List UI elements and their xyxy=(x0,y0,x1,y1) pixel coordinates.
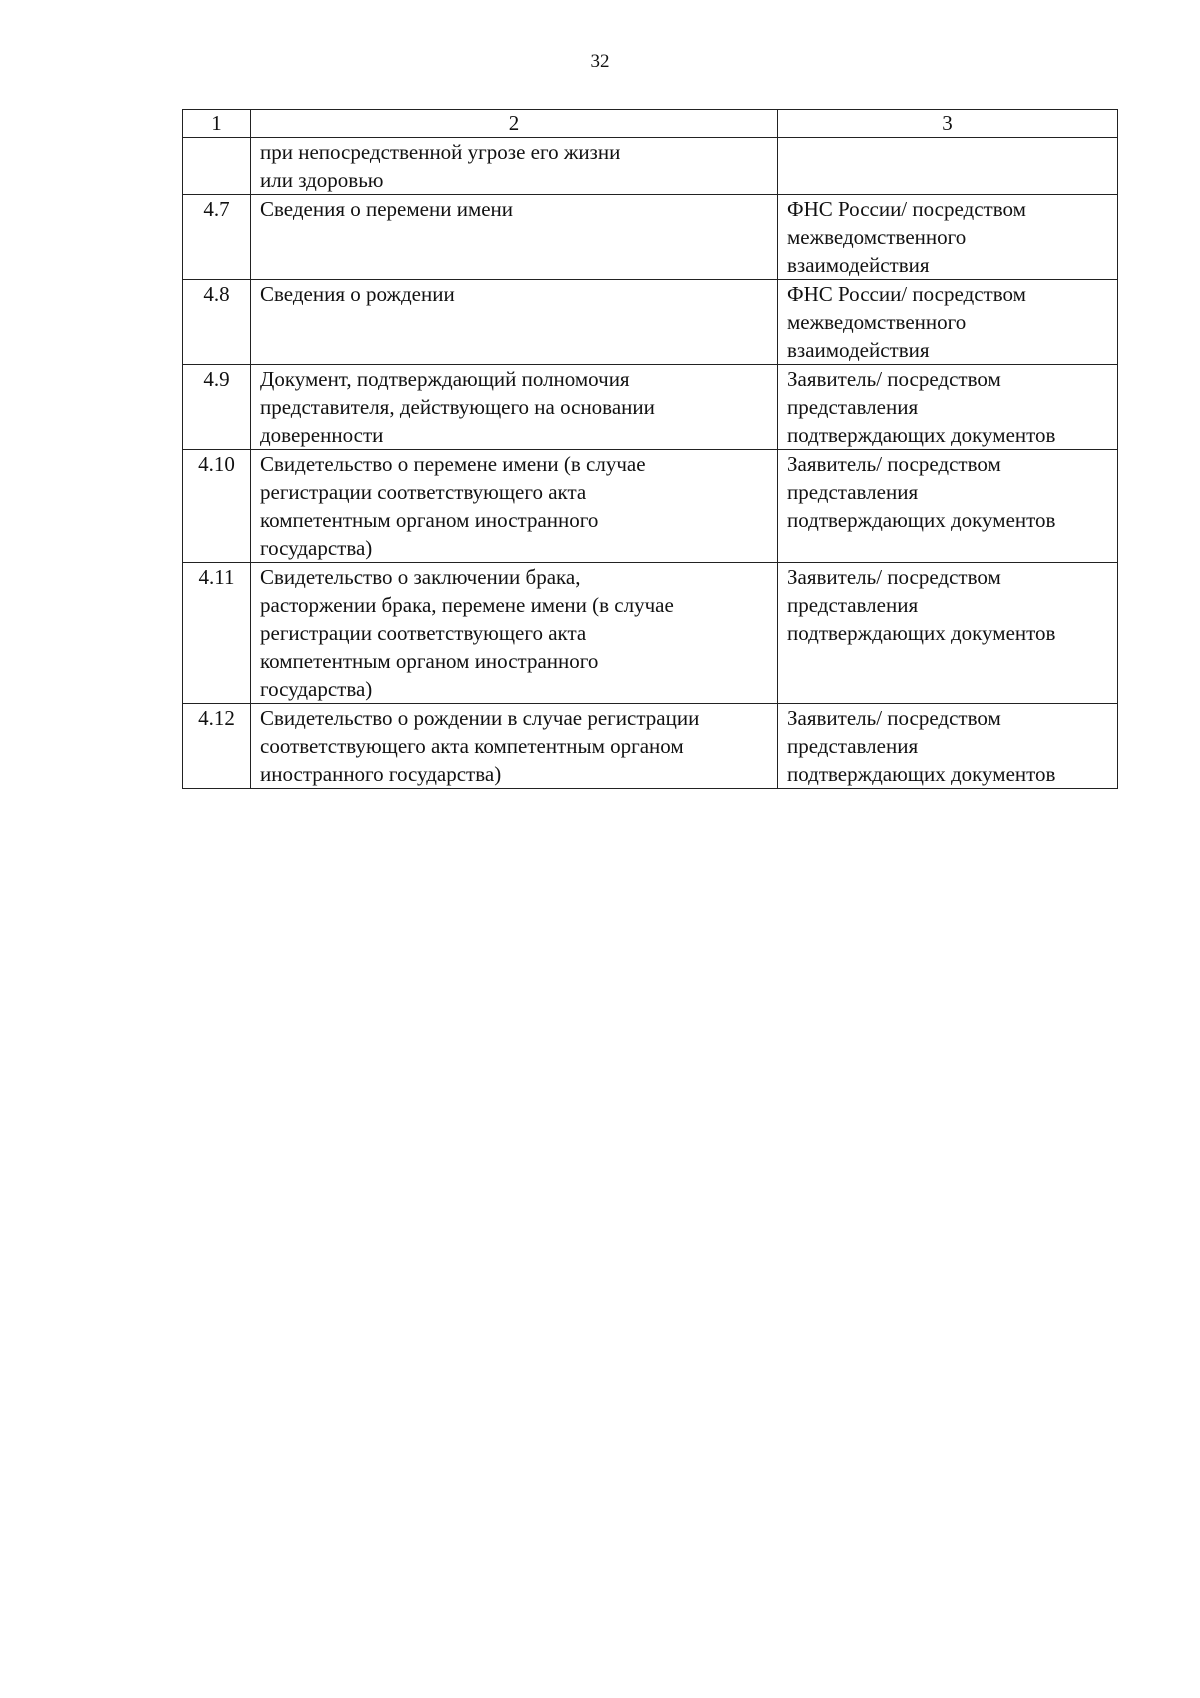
row-description: Документ, подтверждающий полномочия представителя, действующего на основании доверенности xyxy=(251,365,778,450)
row-description: Свидетельство о заключении брака, расторжении брака, перемене имени (в случае регистрации соответствующего акта компетентным органом иностранного государства) xyxy=(251,563,778,704)
row-source xyxy=(778,138,1118,195)
column-header-2: 2 xyxy=(251,110,778,138)
row-source: ФНС России/ посредством межведомственного взаимодействия xyxy=(778,195,1118,280)
row-source: Заявитель/ посредством представления подтверждающих документов xyxy=(778,704,1118,789)
row-number: 4.12 xyxy=(183,704,251,789)
row-source: Заявитель/ посредством представления подтверждающих документов xyxy=(778,563,1118,704)
table-row xyxy=(183,563,1118,704)
row-source: Заявитель/ посредством представления подтверждающих документов xyxy=(778,450,1118,563)
documents-table xyxy=(182,109,1118,789)
row-description: Свидетельство о рождении в случае регистрации соответствующего акта компетентным органом иностранного государства) xyxy=(251,704,778,789)
column-header-1: 1 xyxy=(183,110,251,138)
row-description: Сведения о перемени имени xyxy=(251,195,778,280)
row-description: при непосредственной угрозе его жизни или здоровью xyxy=(251,138,778,195)
row-description: Свидетельство о перемене имени (в случае регистрации соответствующего акта компетентным органом иностранного государства) xyxy=(251,450,778,563)
row-number: 4.11 xyxy=(183,563,251,704)
column-header-3: 3 xyxy=(778,110,1118,138)
row-description: Сведения о рождении xyxy=(251,280,778,365)
table-row xyxy=(183,450,1118,563)
table-header-row xyxy=(183,110,1118,138)
page-number: 32 xyxy=(590,51,610,72)
table-row xyxy=(183,138,1118,195)
row-number: 4.9 xyxy=(183,365,251,450)
table-row xyxy=(183,280,1118,365)
row-source: ФНС России/ посредством межведомственного взаимодействия xyxy=(778,280,1118,365)
row-number xyxy=(183,138,251,195)
row-number: 4.7 xyxy=(183,195,251,280)
table-row xyxy=(183,195,1118,280)
row-number: 4.10 xyxy=(183,450,251,563)
table-row xyxy=(183,365,1118,450)
table-row xyxy=(183,704,1118,789)
row-source: Заявитель/ посредством представления подтверждающих документов xyxy=(778,365,1118,450)
row-number: 4.8 xyxy=(183,280,251,365)
